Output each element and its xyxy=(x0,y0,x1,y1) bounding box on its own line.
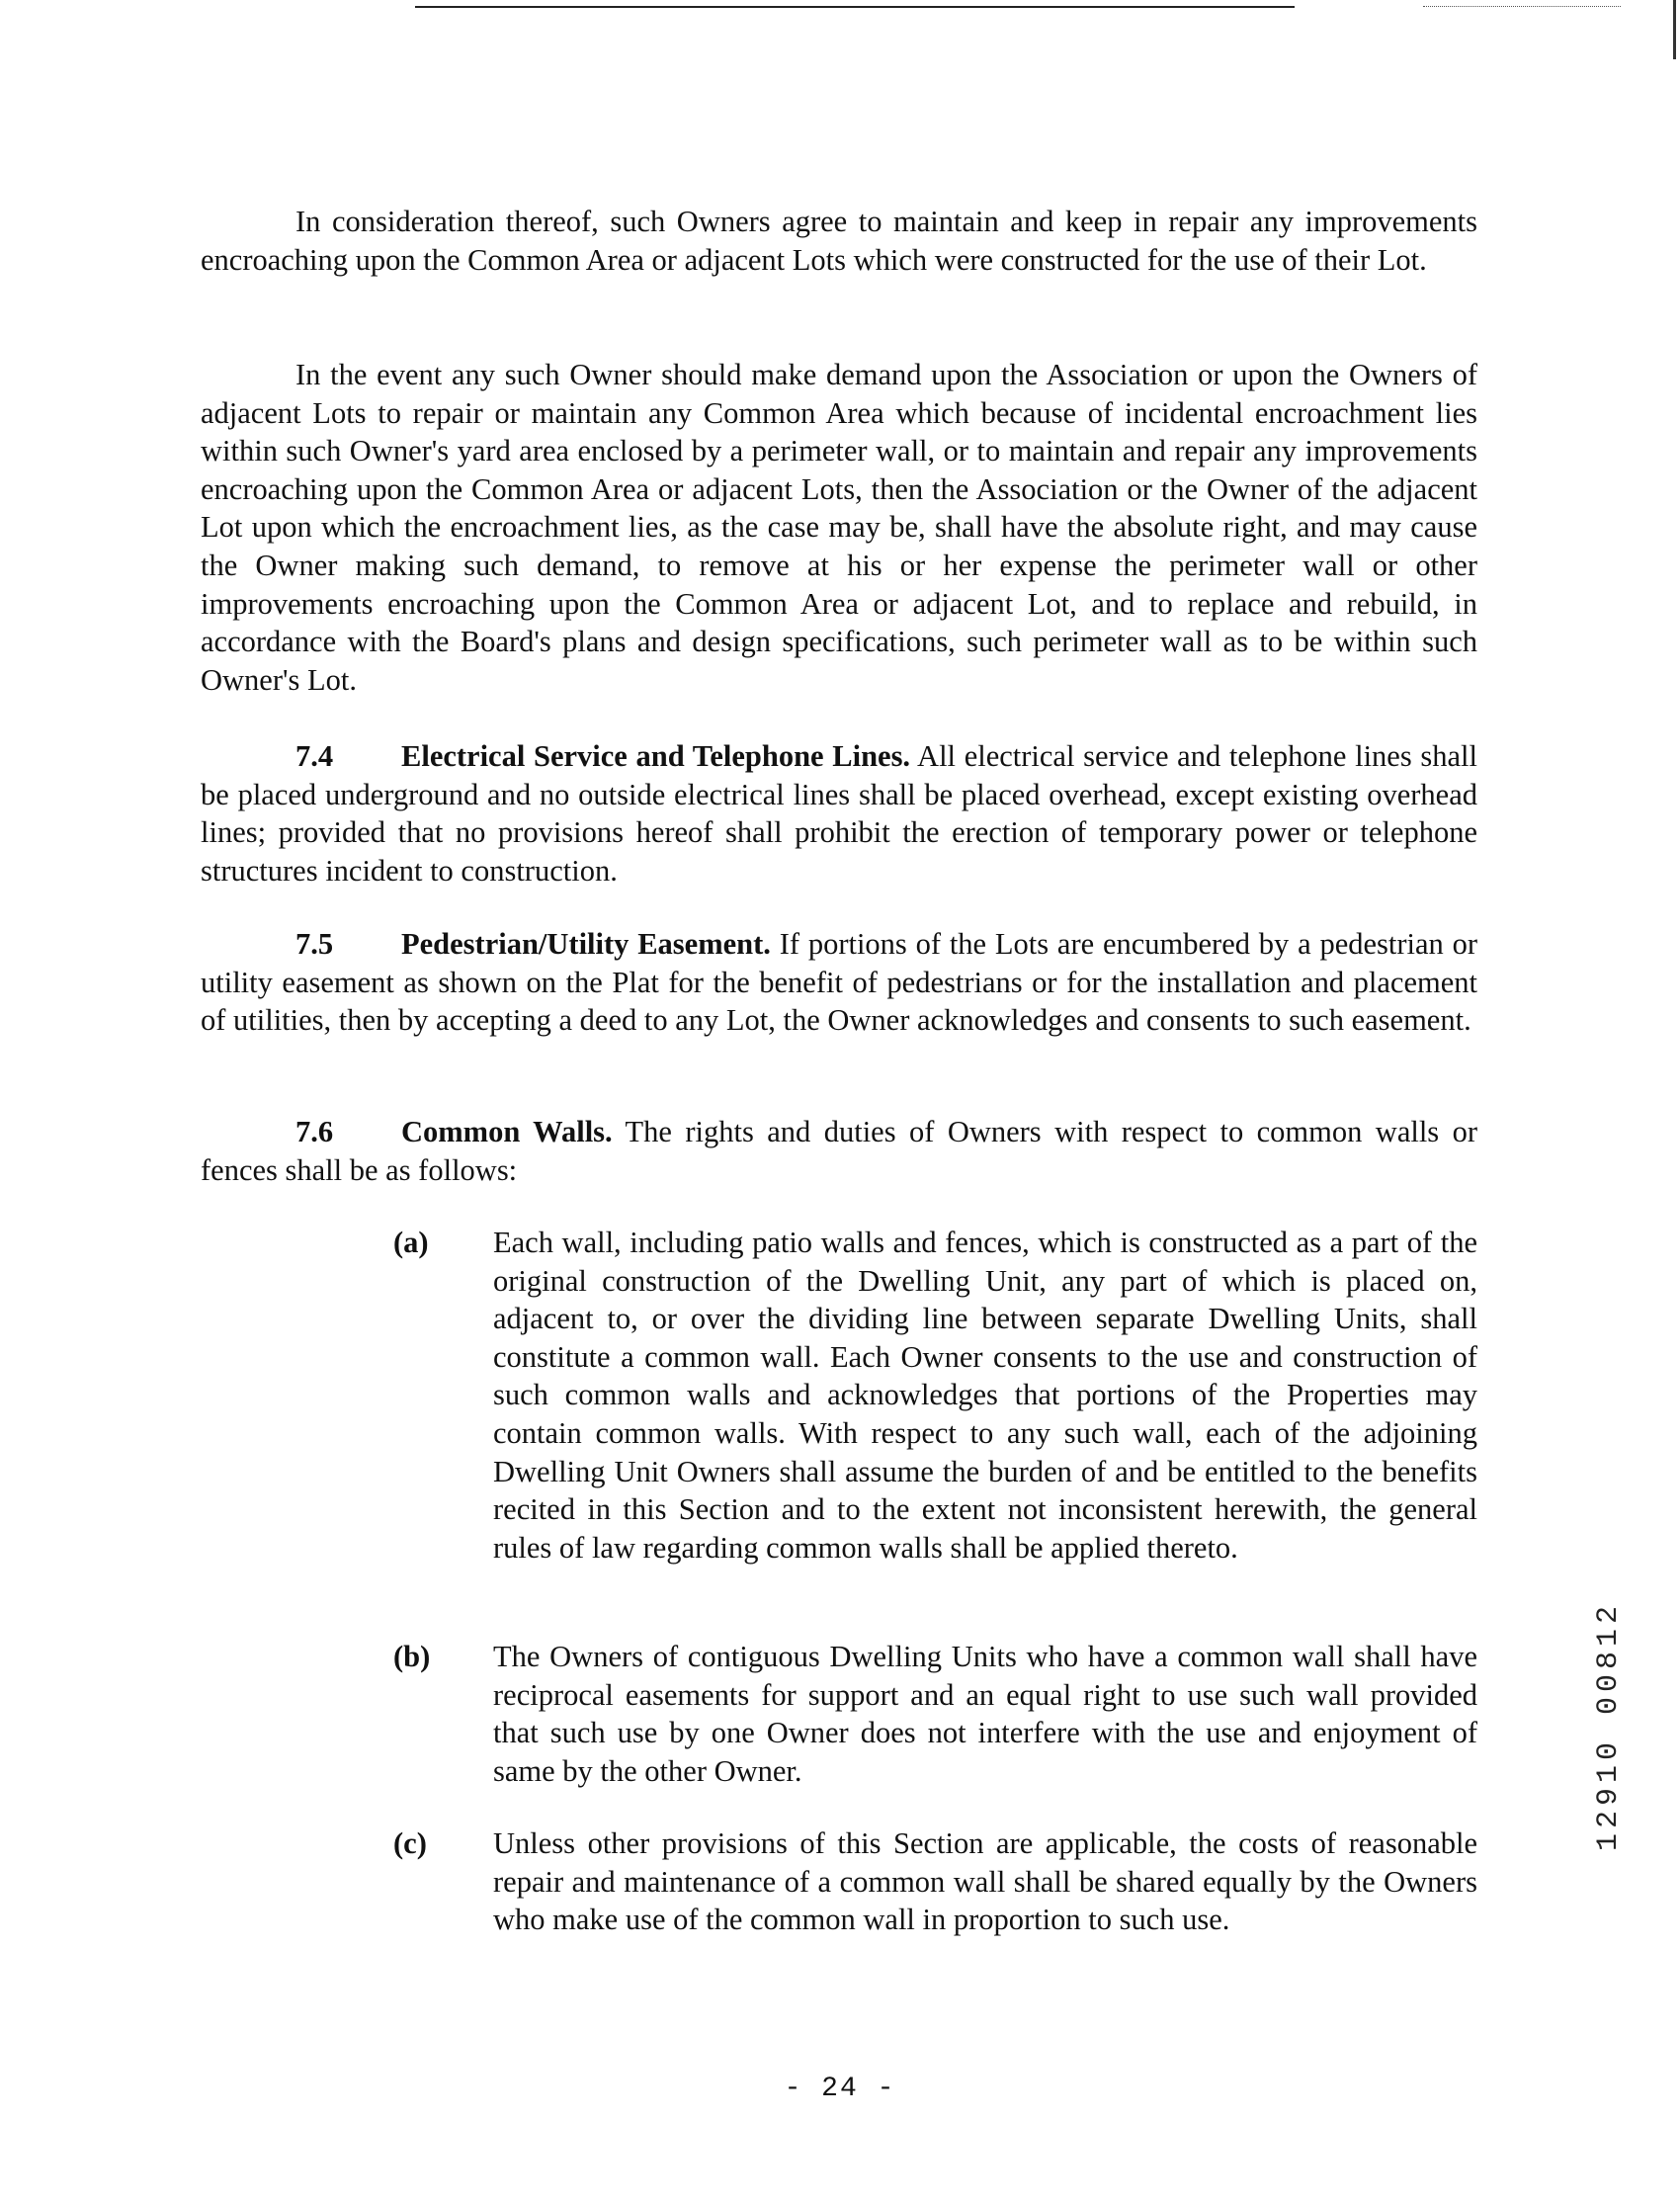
section-title: Common Walls. xyxy=(401,1115,613,1148)
section-text: The rights and duties of Owners with respect to common walls or fences shall be as follows: xyxy=(201,1115,1478,1187)
section-7-5 xyxy=(201,925,1477,1040)
paragraph-consideration xyxy=(201,203,1477,279)
list-item-text: The Owners of contiguous Dwelling Units who have a common wall shall have reciprocal easements for support and an equal right to use such wall provided that such use by one Owner does not interfere with the use and enjoyment of same by the other Owner. xyxy=(493,1640,1477,1788)
section-title: Pedestrian/Utility Easement. xyxy=(401,927,771,961)
edge-mark xyxy=(1673,0,1676,59)
top-rule-dotted xyxy=(1423,6,1621,7)
section-number: 7.6 xyxy=(295,1115,334,1148)
list-item-text: Unless other provisions of this Section are applicable, the costs of reasonable repair and maintenance of a common wall shall be shared equally by the Owners who make use of the common wall in proportion to such use. xyxy=(493,1826,1477,1937)
list-marker: (b) xyxy=(393,1640,431,1673)
section-number: 7.5 xyxy=(295,927,334,961)
section-number: 7.4 xyxy=(295,739,334,773)
list-item-text: Each wall, including patio walls and fences, which is constructed as a part of the original construction of the Dwelling Unit, any part of which is placed on, adjacent to, or over the dividing line between separate Dwelling Units, shall constitute a common wall. Each Owner consents to the use and construction of such common walls and acknowledges that portions of the Properties may contain common walls. With respect to any such wall, each of the adjoining Dwelling Unit Owners shall assume the burden of and be entitled to the benefits recited in this Section and to the extent not inconsistent herewith, the general rules of law regarding common walls shall be applied thereto. xyxy=(493,1226,1477,1565)
list-marker: (c) xyxy=(393,1826,427,1860)
section-text: All electrical service and telephone lines shall be placed underground and no outside electrical lines shall be placed overhead, except existing overhead lines; provided that no provisions hereof shall prohibit the erection of temporary power or telephone structures incident to construction. xyxy=(201,739,1477,888)
section-title: Electrical Service and Telephone Lines. xyxy=(401,739,911,773)
section-text: If portions of the Lots are encumbered by a pedestrian or utility easement as shown on the Plat for the benefit of pedestrians or for the installation and placement of utilities, then by accepting a deed to any Lot, the Owner acknowledges and consents to such easement. xyxy=(201,927,1477,1038)
paragraph-text: In consideration thereof, such Owners agree to maintain and keep in repair any improvements encroaching upon the Common Area or adjacent Lots which were constructed for the use of their Lot. xyxy=(201,205,1477,277)
section-7-4 xyxy=(201,737,1477,890)
page-number: - 24 - xyxy=(784,2074,896,2104)
paragraph-demand xyxy=(201,356,1477,699)
top-rule xyxy=(415,6,1295,8)
paragraph-text: In the event any such Owner should make demand upon the Association or upon the Owners of adjacent Lots to repair or maintain any Common Area which because of incidental encroachment lies within such Owner's yard area enclosed by a perimeter wall, or to maintain and repair any improvements encroaching upon the Common Area or adjacent Lots, then the Association or the Owner of the adjacent Lot upon which the encroachment lies, as the case may be, shall have the absolute right, and may cause the Owner making such demand, to remove at his or her expense the perimeter wall or other improvements encroaching upon the Common Area or adjacent Lot, and to replace and rebuild, in accordance with the Board's plans and design specifications, such perimeter wall as to be within such Owner's Lot. xyxy=(201,358,1477,697)
side-document-number: 12910 00812 xyxy=(1592,1601,1626,1852)
list-marker: (a) xyxy=(393,1226,429,1259)
section-7-6 xyxy=(201,1113,1477,1189)
